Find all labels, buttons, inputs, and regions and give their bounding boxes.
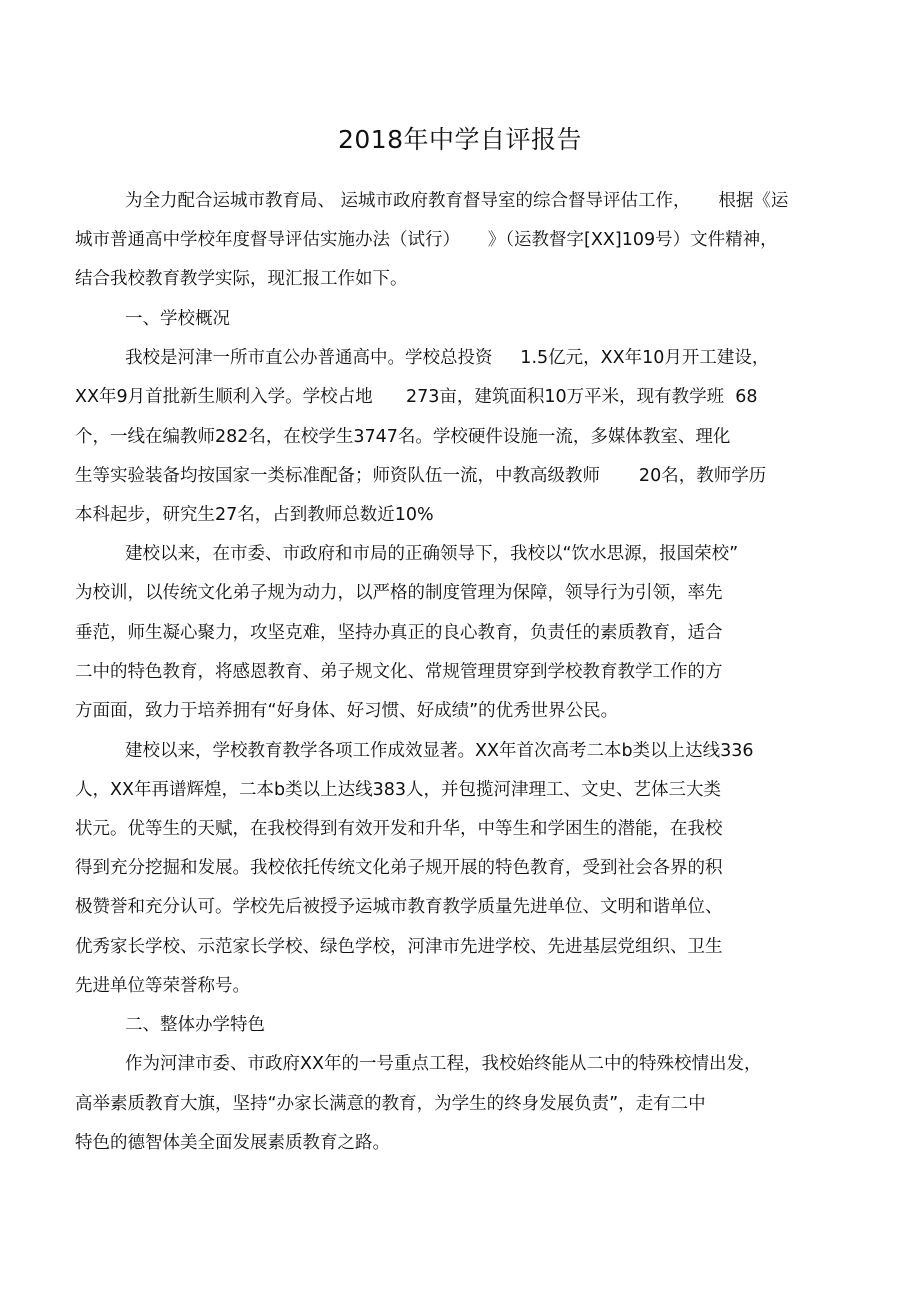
paragraph-line: XX年9月首批新生顺利入学。学校占地 273亩，建筑面积10万平米，现有教学班 68 — [75, 387, 758, 407]
paragraph-line: 为校训，以传统文化弟子规为动力，以严格的制度管理为保障，领导行为引领，率先 — [75, 583, 723, 603]
paragraph-line: 城市普通高中学校年度督导评估实施办法（试行） 》（运教督字[XX]109号）文件精神， — [75, 230, 778, 250]
paragraph-line: 本科起步，研究生27名，占到教师总数近10% — [75, 505, 434, 525]
paragraph-line: 极赞誉和充分认可。学校先后被授予运城市教育教学质量先进单位、文明和谐单位、 — [75, 897, 723, 917]
paragraph-line: 特色的德智体美全面发展素质教育之路。 — [75, 1133, 390, 1153]
paragraph-line: 状元。优等生的天赋，在我校得到有效开发和升华，中等生和学困生的潜能，在我校 — [75, 819, 723, 839]
paragraph-line: 二中的特色教育，将感恩教育、弟子规文化、常规管理贯穿到学校教育教学工作的方 — [75, 662, 723, 682]
paragraph-line: 得到充分挖掘和发展。我校依托传统文化弟子规开展的特色教育，受到社会各界的积 — [75, 858, 723, 878]
paragraph-line: 方面面，致力于培养拥有“好身体、好习惯、好成绩”的优秀世界公民。 — [75, 701, 619, 721]
paragraph-line: 优秀家长学校、示范家长学校、绿色学校，河津市先进学校、先进基层党组织、卫生 — [75, 937, 723, 957]
paragraph-line: 建校以来，学校教育教学各项工作成效显著。XX年首次高考二本b类以上达线336 — [125, 741, 754, 761]
document-title: 2018年中学自评报告 — [337, 125, 583, 154]
paragraph-line: 我校是河津一所市直公办普通高中。学校总投资 1.5亿元，XX年10月开工建设， — [125, 348, 770, 368]
paragraph-line: 生等实验装备均按国家一类标准配备；师资队伍一流，中教高级教师 20名，教师学历 — [75, 466, 767, 486]
paragraph-line: 先进单位等荣誉称号。 — [75, 976, 250, 996]
paragraph-line: 为全力配合运城市教育局、 运城市政府教育督导室的综合督导评估工作， 根据《运 — [125, 191, 789, 211]
section-heading: 一、学校概况 — [125, 309, 230, 329]
paragraph-line: 个，一线在编教师282名，在校学生3747名。学校硬件设施一流，多媒体教室、理化 — [75, 427, 731, 447]
paragraph-line: 垂范，师生凝心聚力，攻坚克难，坚持办真正的良心教育，负责任的素质教育，适合 — [75, 623, 723, 643]
paragraph-line: 建校以来，在市委、市政府和市局的正确领导下，我校以“饮水思源，报国荣校” — [125, 544, 739, 564]
paragraph-line: 高举素质教育大旗，坚持“办家长满意的教育，为学生的终身发展负责”，走有二中 — [75, 1094, 706, 1114]
paragraph-line: 结合我校教育教学实际，现汇报工作如下。 — [75, 269, 408, 289]
section-heading: 二、整体办学特色 — [125, 1015, 265, 1035]
paragraph-line: 人，XX年再谱辉煌，二本b类以上达线383人，并包揽河津理工、文史、艺体三大类 — [75, 780, 721, 800]
paragraph-line: 作为河津市委、市政府XX年的一号重点工程，我校始终能从二中的特殊校情出发， — [125, 1054, 762, 1074]
